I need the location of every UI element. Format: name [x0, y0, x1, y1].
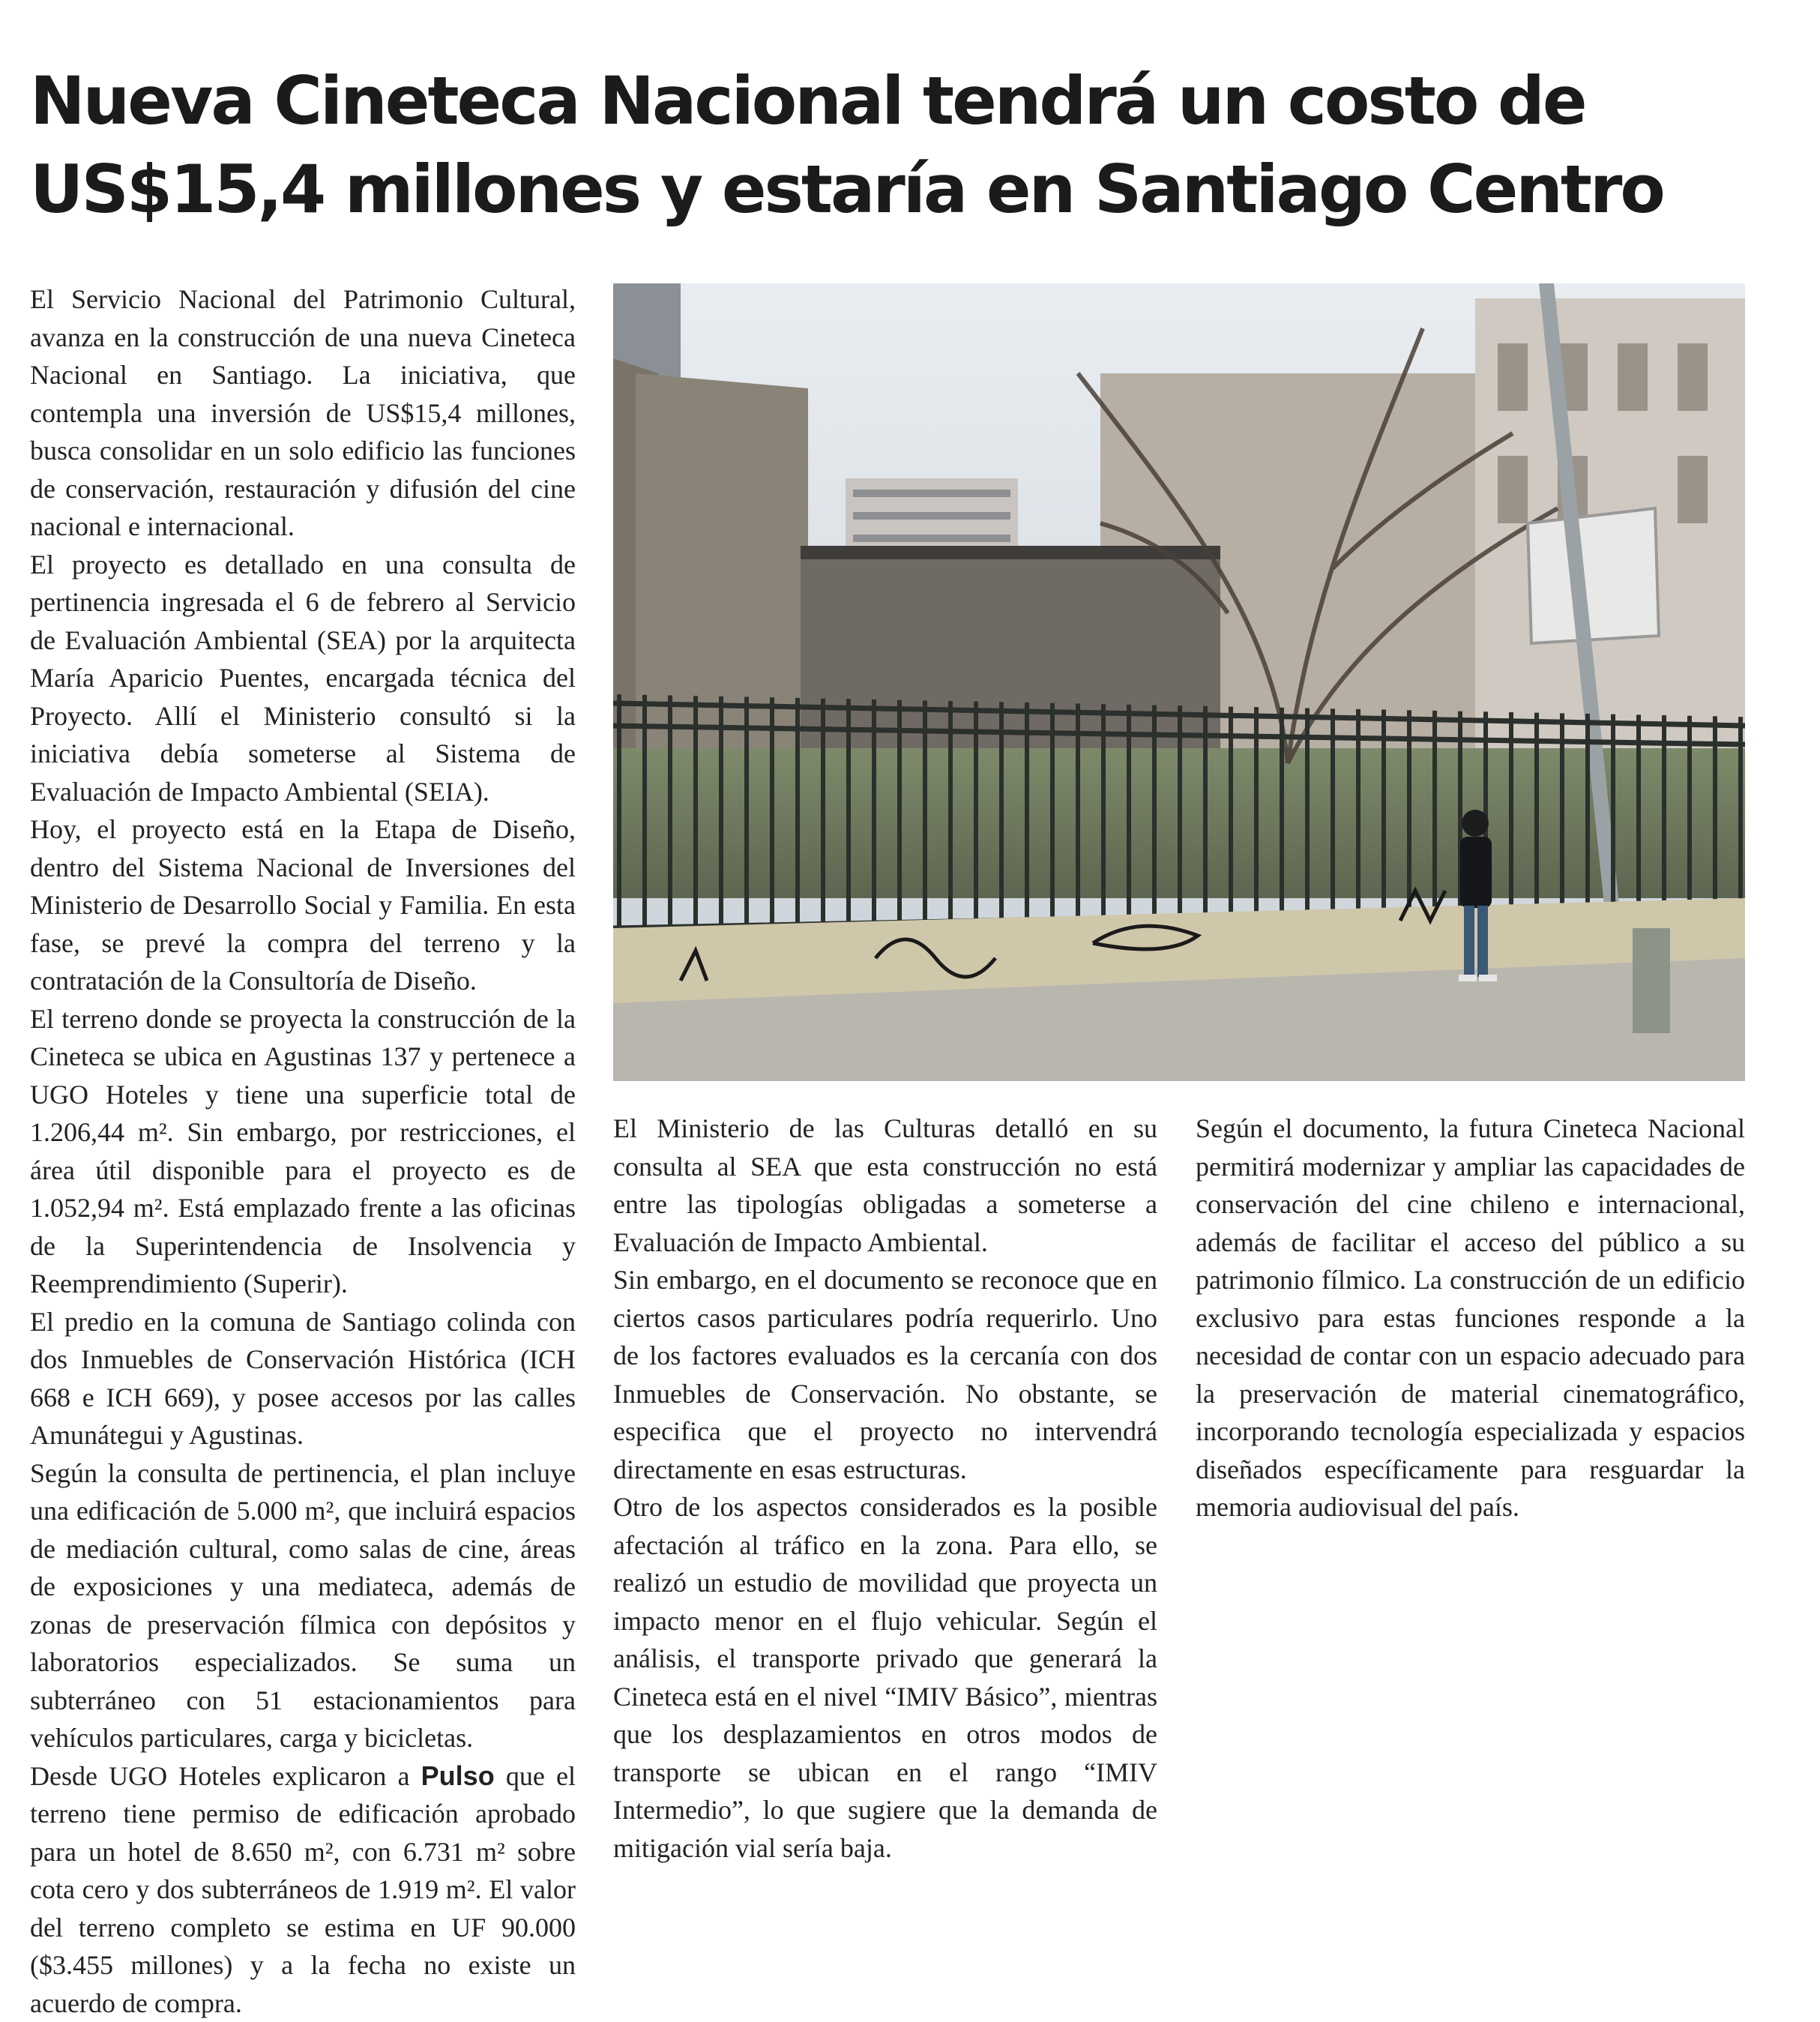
article-paragraph: El terreno donde se proyecta la construcción de la Cineteca se ubica en Agustinas 137 y pertenece a UGO Hoteles y tiene una superficie total de 1.206,44 m². Sin embargo, por restricciones, el área útil disponible para el proyecto es de 1.052,94 m². Está emplazado frente a las oficinas de la Superintendencia de Insolvencia y Reemprendimiento (Superir).: [30, 1000, 576, 1303]
article-paragraph: Hoy, el proyecto está en la Etapa de Diseño, dentro del Sistema Nacional de Inversiones del Ministerio de Desarrollo Social y Familia. En esta fase, se prevé la compra del terreno y la contratación de la Consultoría de Diseño.: [30, 810, 576, 1000]
article-paragraph: El proyecto es detallado en una consulta de pertinencia ingresada el 6 de febrero al Servicio de Evaluación Ambiental (SEA) por la arquitecta María Aparicio Puentes, encargada técnica del Proyecto. Allí el Ministerio consultó si la iniciativa debía someterse al Sistema de Evaluación de Impacto Ambiental (SEIA).: [30, 546, 576, 811]
article-paragraph: Según la consulta de pertinencia, el plan incluye una edificación de 5.000 m², que incluirá espacios de mediación cultural, como salas de cine, áreas de exposiciones y una mediateca, además de zonas de preservación fílmica con depósitos y laboratorios especializados. Se suma un subterráneo con 51 estacionamientos para vehículos particulares, carga y bicicletas.: [30, 1454, 576, 1757]
article-paragraph: Según el documento, la futura Cineteca Nacional permitirá modernizar y ampliar las capacidades de conservación del cine chileno e internacional, además de facilitar el acceso del público a su patrimonio fílmico. La construcción de un edificio exclusivo para estas funciones responde a la necesidad de contar con un espacio adecuado para la preservación de material cinematográfico, incorporando tecnología especializada y espacios diseñados específicamente para resguardar la memoria audiovisual del país.: [1196, 1110, 1745, 1526]
paragraph-rest: que el terreno tiene permiso de edificación aprobado para un hotel de 8.650 m², con 6.731 m² sobre cota cero y dos subterráneos de 1.919 m². El valor del terreno completo se estima en UF 90.000 ($3.455 millones) y a la fecha no existe un acuerdo de compra.: [30, 1761, 576, 2018]
article-paragraph: El predio en la comuna de Santiago colinda con dos Inmuebles de Conservación Histórica (ICH 668 e ICH 669), y posee accesos por las calles Amunátegui y Agustinas.: [30, 1303, 576, 1454]
article-photo: [613, 283, 1745, 1081]
street-photo-fenced-lot-icon: [613, 283, 1745, 1081]
paragraph-lead: Desde UGO Hoteles explicaron a: [30, 1761, 421, 1791]
article-paragraph: [30, 1757, 576, 2022]
article-column-2: [613, 1110, 1157, 1867]
article-paragraph: Sin embargo, en el documento se reconoce que en ciertos casos particulares podría requerirlo. Uno de los factores evaluados es la cercanía con dos Inmuebles de Conservación. No obstante, se especifica que el proyecto no intervendrá directamente en esas estructuras.: [613, 1261, 1157, 1488]
article-paragraph: El Servicio Nacional del Patrimonio Cultural, avanza en la construcción de una nueva Cineteca Nacional en Santiago. La iniciativa, que contempla una inversión de US$15,4 millones, busca consolidar en un solo edificio las funciones de conservación, restauración y difusión del cine nacional e internacional.: [30, 280, 576, 546]
article-column-3: [1196, 1110, 1745, 1526]
article-headline: Nueva Cineteca Nacional tendrá un costo de US$15,4 millones y estaría en Santiago Centro: [30, 57, 1792, 234]
pulso-brand: Pulso: [421, 1760, 495, 1791]
article-column-1: [30, 280, 576, 2022]
article-paragraph: Otro de los aspectos considerados es la posible afectación al tráfico en la zona. Para ello, se realizó un estudio de movilidad que proyecta un impacto menor en el flujo vehicular. Según el análisis, el transporte privado que generará la Cineteca está en el nivel “IMIV Básico”, mientras que los desplazamientos en otros modos de transporte se ubican en el rango “IMIV Intermedio”, lo que sugiere que la demanda de mitigación vial sería baja.: [613, 1488, 1157, 1867]
article-paragraph: El Ministerio de las Culturas detalló en su consulta al SEA que esta construcción no está entre las tipologías obligadas a someterse a Evaluación de Impacto Ambiental.: [613, 1110, 1157, 1261]
